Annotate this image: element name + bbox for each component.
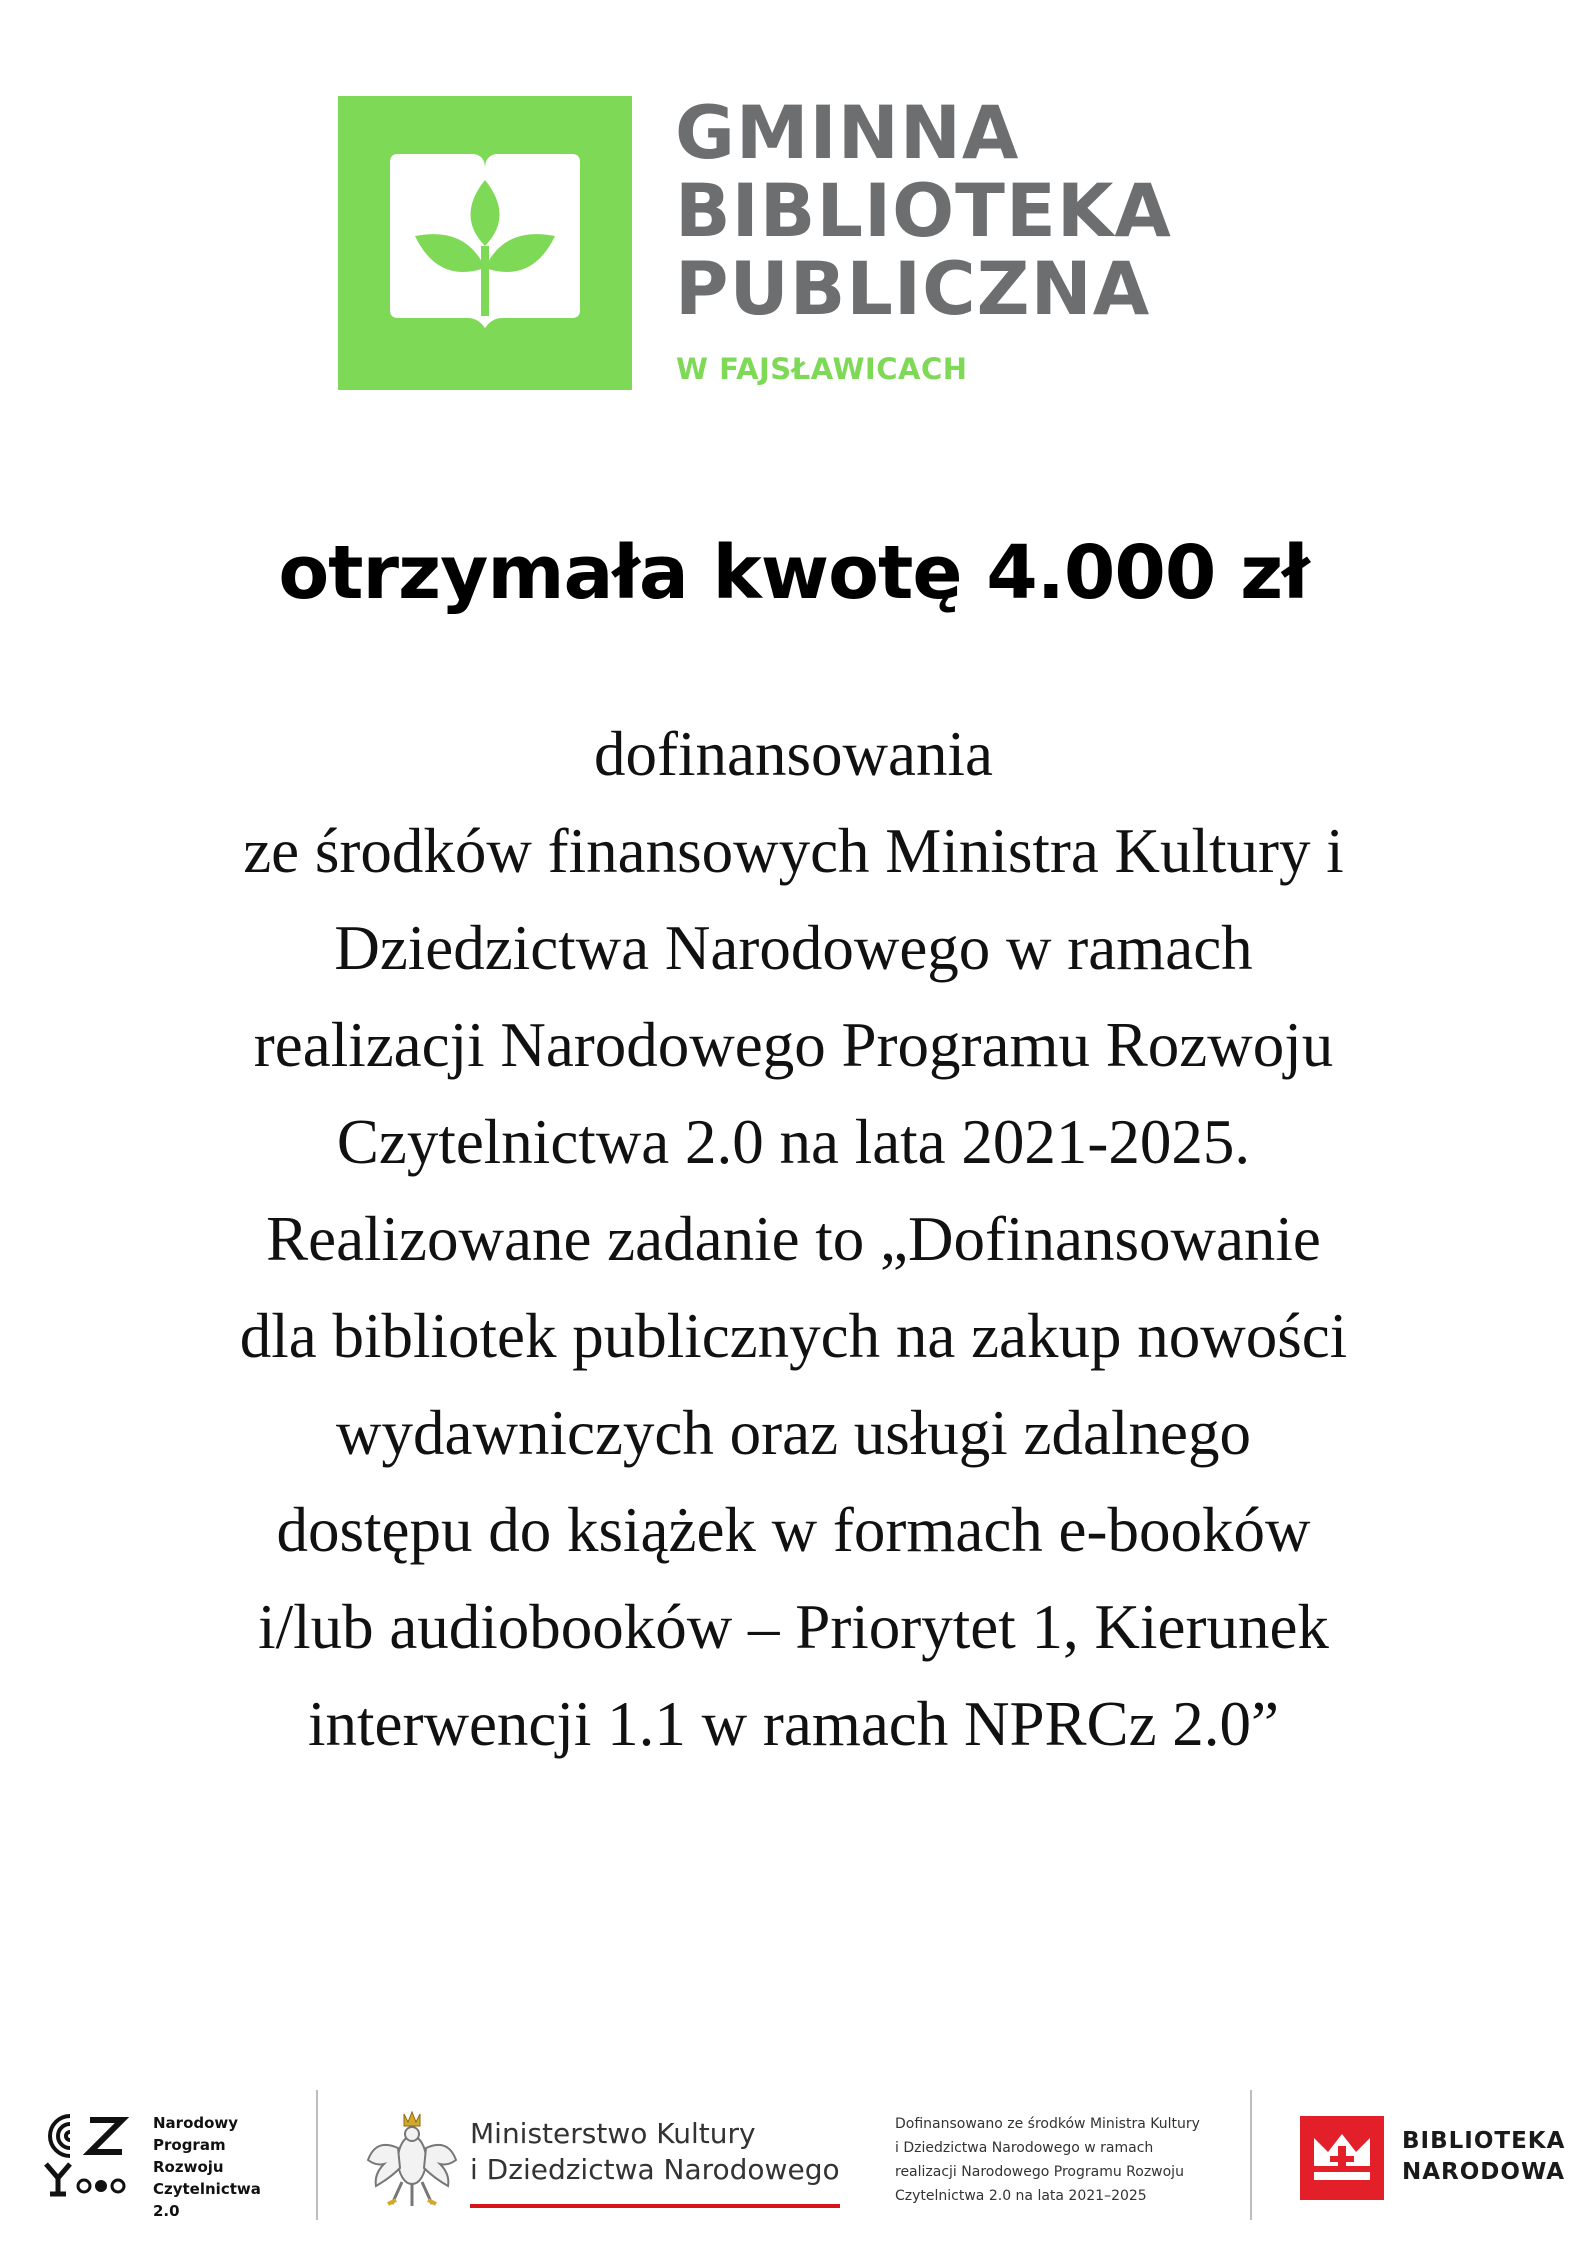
body-line: i/lub audiobooków – Priorytet 1, Kierunek <box>258 1592 1329 1662</box>
funding-note-line: realizacji Narodowego Programu Rozwoju <box>895 2164 1184 2180</box>
body-line: dostępu do książek w formach e-booków <box>276 1495 1311 1565</box>
library-name-line2: BIBLIOTEKA <box>675 169 1172 254</box>
divider <box>1250 2090 1252 2220</box>
funding-note-line: Dofinansowano ze środków Ministra Kultury <box>895 2116 1200 2132</box>
body-line: Dziedzictwa Narodowego w ramach <box>334 913 1253 983</box>
bn-name <box>1402 2126 1565 2188</box>
nprc-label-line: Czytelnictwa <box>153 2180 261 2198</box>
bn-name-line1: BIBLIOTEKA <box>1402 2128 1566 2154</box>
nprc-label-line: Program <box>153 2136 226 2154</box>
nprc-label <box>153 2112 303 2222</box>
body-line: Czytelnictwa 2.0 na lata 2021-2025. <box>336 1107 1251 1177</box>
body-line: dla bibliotek publicznych na zakup nowości <box>239 1301 1348 1371</box>
polish-eagle-icon <box>362 2108 462 2214</box>
body-line: ze środków finansowych Ministra Kultury i <box>243 816 1344 886</box>
nprc-label-line: 2.0 <box>153 2202 180 2220</box>
body-line: dofinansowania <box>594 719 993 789</box>
crown-icon <box>1300 2116 1384 2200</box>
library-logo-icon <box>338 96 632 390</box>
funding-note-line: Czytelnictwa 2.0 na lata 2021–2025 <box>895 2188 1147 2204</box>
library-location: W FAJSŁAWICACH <box>676 352 968 386</box>
funding-note-line: i Dziedzictwa Narodowego w ramach <box>895 2140 1154 2156</box>
book-sprout-icon <box>338 96 632 390</box>
library-name-line3: PUBLICZNA <box>675 247 1151 332</box>
library-name <box>675 91 1172 332</box>
bn-name-line2: NARODOWA <box>1402 2159 1566 2185</box>
nprc-label-line: Rozwoju <box>153 2158 224 2176</box>
footer <box>0 2080 1587 2220</box>
ministry-name-line2: i Dziedzictwa Narodowego <box>470 2153 840 2186</box>
funding-note <box>895 2112 1235 2208</box>
ministry-name-line1: Ministerstwo Kultury <box>470 2117 756 2150</box>
bn-logo-shape <box>1300 2116 1384 2200</box>
ministry-accent-line <box>470 2204 840 2208</box>
divider <box>316 2090 318 2220</box>
body-line: interwencji 1.1 w ramach NPRCz 2.0” <box>308 1689 1279 1759</box>
nprc-label-line: Narodowy <box>153 2114 239 2132</box>
nprc-logo-icon <box>40 2108 130 2198</box>
body-line: realizacji Narodowego Programu Rozwoju <box>253 1010 1334 1080</box>
headline: otrzymała kwotę 4.000 zł <box>278 530 1309 616</box>
body-line: wydawniczych oraz usługi zdalnego <box>336 1398 1251 1468</box>
ministry-name <box>470 2116 840 2188</box>
library-name-line1: GMINNA <box>675 91 1020 176</box>
body-line: Realizowane zadanie to „Dofinansowanie <box>266 1204 1321 1274</box>
body-text <box>100 706 1487 1773</box>
